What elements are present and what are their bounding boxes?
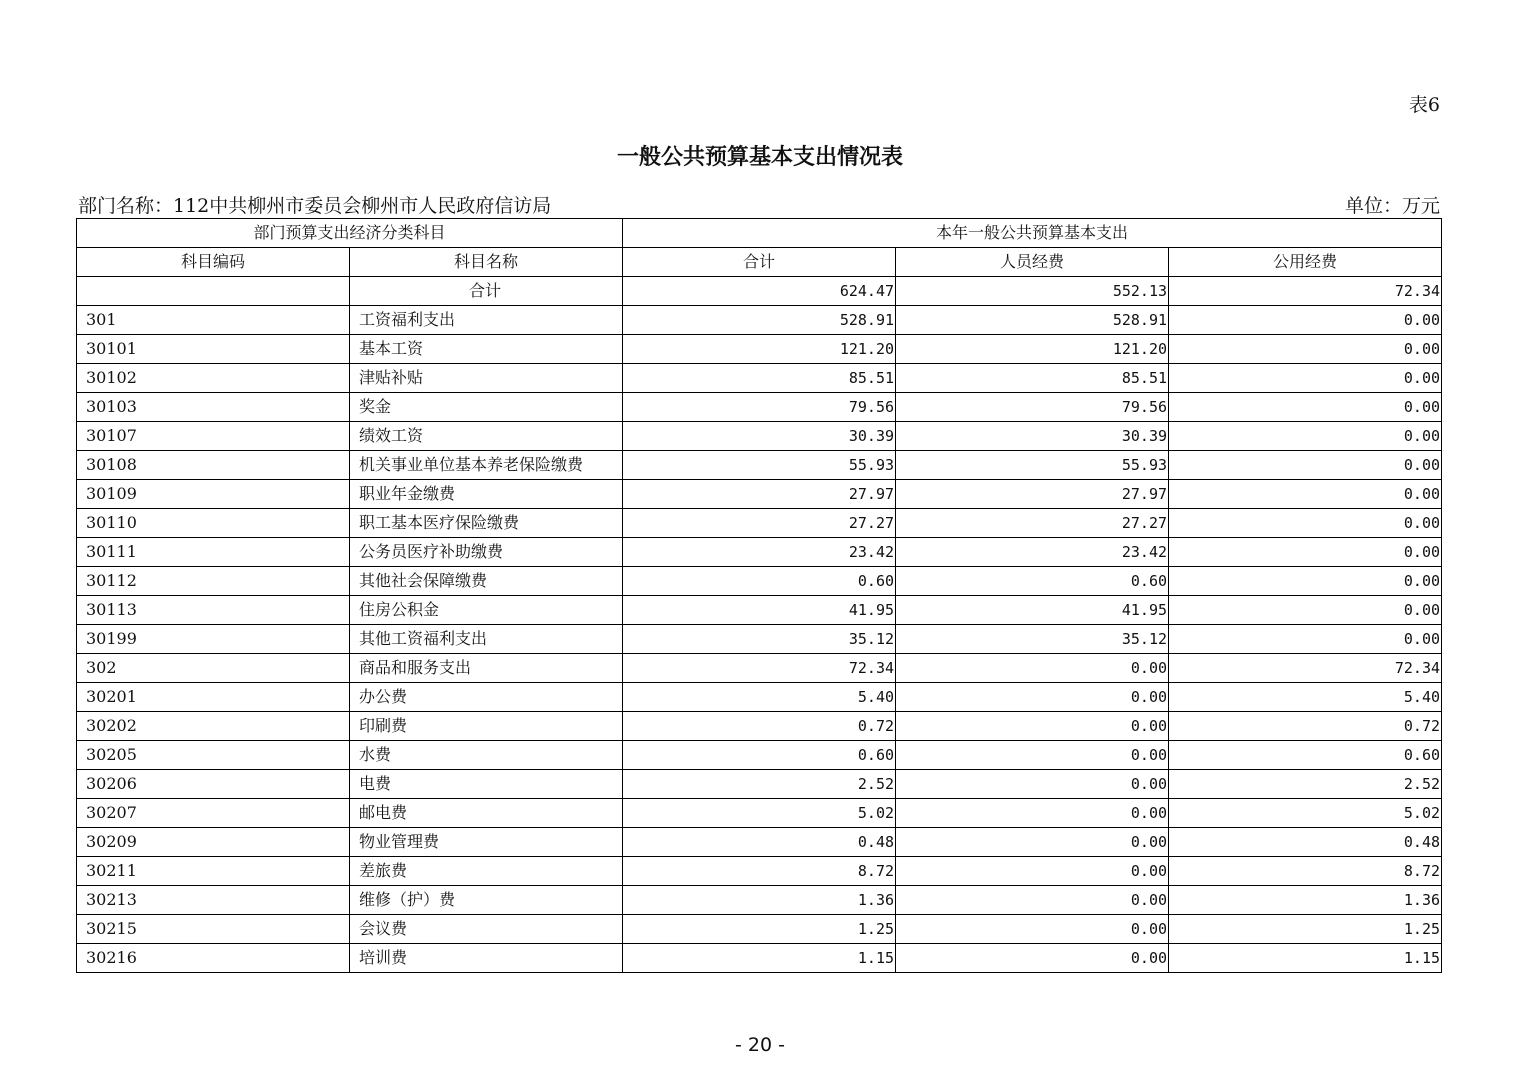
code-cell: 30215 <box>77 915 350 944</box>
total-cell: 41.95 <box>623 596 896 625</box>
personnel-cell: 0.00 <box>896 915 1169 944</box>
public-cell: 0.72 <box>1169 712 1442 741</box>
group-header-row <box>77 219 1442 248</box>
personnel-cell: 0.00 <box>896 741 1169 770</box>
code-cell: 30102 <box>77 364 350 393</box>
public-cell: 0.00 <box>1169 596 1442 625</box>
table-row <box>77 741 1442 770</box>
name-cell: 机关事业单位基本养老保险缴费 <box>350 451 623 480</box>
total-cell: 27.97 <box>623 480 896 509</box>
code-cell: 30101 <box>77 335 350 364</box>
public-cell: 1.36 <box>1169 886 1442 915</box>
public-cell: 0.00 <box>1169 451 1442 480</box>
name-cell: 会议费 <box>350 915 623 944</box>
total-cell: 0.48 <box>623 828 896 857</box>
public-cell: 0.00 <box>1169 364 1442 393</box>
personnel-cell: 79.56 <box>896 393 1169 422</box>
code-cell: 30213 <box>77 886 350 915</box>
expenditure-table <box>76 218 1442 973</box>
code-cell: 30209 <box>77 828 350 857</box>
total-name-cell: 合计 <box>350 277 623 306</box>
personnel-cell: 0.00 <box>896 654 1169 683</box>
total-cell: 528.91 <box>623 306 896 335</box>
name-cell: 维修（护）费 <box>350 886 623 915</box>
table-row <box>77 857 1442 886</box>
column-header-public: 公用经费 <box>1169 248 1442 277</box>
public-cell: 0.00 <box>1169 567 1442 596</box>
total-cell: 79.56 <box>623 393 896 422</box>
total-cell: 27.27 <box>623 509 896 538</box>
table-row <box>77 770 1442 799</box>
personnel-cell: 85.51 <box>896 364 1169 393</box>
name-cell: 住房公积金 <box>350 596 623 625</box>
public-cell: 0.00 <box>1169 393 1442 422</box>
code-cell: 30112 <box>77 567 350 596</box>
table-row <box>77 451 1442 480</box>
personnel-cell: 55.93 <box>896 451 1169 480</box>
name-cell: 工资福利支出 <box>350 306 623 335</box>
code-cell: 30206 <box>77 770 350 799</box>
personnel-cell: 0.60 <box>896 567 1169 596</box>
table-row <box>77 712 1442 741</box>
total-cell: 55.93 <box>623 451 896 480</box>
public-cell: 0.00 <box>1169 625 1442 654</box>
table-row <box>77 306 1442 335</box>
total-public-cell: 72.34 <box>1169 277 1442 306</box>
personnel-cell: 0.00 <box>896 886 1169 915</box>
table-row <box>77 335 1442 364</box>
public-cell: 1.25 <box>1169 915 1442 944</box>
column-header-code: 科目编码 <box>77 248 350 277</box>
table-row <box>77 480 1442 509</box>
column-header-total: 合计 <box>623 248 896 277</box>
name-cell: 邮电费 <box>350 799 623 828</box>
total-cell: 0.60 <box>623 741 896 770</box>
table-row <box>77 393 1442 422</box>
table-row <box>77 799 1442 828</box>
group-header-expenditure: 本年一般公共预算基本支出 <box>623 219 1442 248</box>
name-cell: 奖金 <box>350 393 623 422</box>
total-cell: 2.52 <box>623 770 896 799</box>
code-cell: 30211 <box>77 857 350 886</box>
table-row <box>77 683 1442 712</box>
total-total-cell: 624.47 <box>623 277 896 306</box>
code-cell: 30107 <box>77 422 350 451</box>
code-cell: 30201 <box>77 683 350 712</box>
name-cell: 其他社会保障缴费 <box>350 567 623 596</box>
name-cell: 水费 <box>350 741 623 770</box>
code-cell: 30109 <box>77 480 350 509</box>
personnel-cell: 41.95 <box>896 596 1169 625</box>
personnel-cell: 0.00 <box>896 799 1169 828</box>
table-row <box>77 915 1442 944</box>
total-cell: 30.39 <box>623 422 896 451</box>
public-cell: 0.00 <box>1169 509 1442 538</box>
name-cell: 津贴补贴 <box>350 364 623 393</box>
total-cell: 72.34 <box>623 654 896 683</box>
code-cell: 30199 <box>77 625 350 654</box>
personnel-cell: 23.42 <box>896 538 1169 567</box>
public-cell: 5.02 <box>1169 799 1442 828</box>
name-cell: 培训费 <box>350 944 623 973</box>
public-cell: 8.72 <box>1169 857 1442 886</box>
code-cell: 30103 <box>77 393 350 422</box>
column-header-name: 科目名称 <box>350 248 623 277</box>
total-cell: 5.40 <box>623 683 896 712</box>
code-cell: 30108 <box>77 451 350 480</box>
personnel-cell: 0.00 <box>896 944 1169 973</box>
name-cell: 职工基本医疗保险缴费 <box>350 509 623 538</box>
public-cell: 0.00 <box>1169 480 1442 509</box>
personnel-cell: 0.00 <box>896 857 1169 886</box>
total-row <box>77 277 1442 306</box>
code-cell: 301 <box>77 306 350 335</box>
code-cell: 30113 <box>77 596 350 625</box>
name-cell: 公务员医疗补助缴费 <box>350 538 623 567</box>
table-row <box>77 625 1442 654</box>
total-cell: 85.51 <box>623 364 896 393</box>
total-cell: 1.15 <box>623 944 896 973</box>
total-personnel-cell: 552.13 <box>896 277 1169 306</box>
personnel-cell: 27.27 <box>896 509 1169 538</box>
personnel-cell: 0.00 <box>896 683 1169 712</box>
personnel-cell: 528.91 <box>896 306 1169 335</box>
personnel-cell: 30.39 <box>896 422 1169 451</box>
public-cell: 72.34 <box>1169 654 1442 683</box>
table-row <box>77 567 1442 596</box>
code-cell: 30202 <box>77 712 350 741</box>
name-cell: 职业年金缴费 <box>350 480 623 509</box>
public-cell: 0.00 <box>1169 538 1442 567</box>
code-cell: 30111 <box>77 538 350 567</box>
code-cell: 302 <box>77 654 350 683</box>
page-number: - 20 - <box>735 1034 785 1056</box>
table-row <box>77 654 1442 683</box>
table-row <box>77 364 1442 393</box>
name-cell: 物业管理费 <box>350 828 623 857</box>
personnel-cell: 27.97 <box>896 480 1169 509</box>
column-header-personnel: 人员经费 <box>896 248 1169 277</box>
personnel-cell: 35.12 <box>896 625 1169 654</box>
name-cell: 其他工资福利支出 <box>350 625 623 654</box>
public-cell: 1.15 <box>1169 944 1442 973</box>
personnel-cell: 0.00 <box>896 712 1169 741</box>
public-cell: 5.40 <box>1169 683 1442 712</box>
code-cell: 30110 <box>77 509 350 538</box>
table-number: 表6 <box>1408 94 1440 116</box>
table-row <box>77 596 1442 625</box>
total-cell: 1.36 <box>623 886 896 915</box>
department-name: 部门名称：112中共柳州市委员会柳州市人民政府信访局 <box>78 195 552 217</box>
public-cell: 0.60 <box>1169 741 1442 770</box>
total-cell: 8.72 <box>623 857 896 886</box>
name-cell: 办公费 <box>350 683 623 712</box>
personnel-cell: 0.00 <box>896 770 1169 799</box>
code-cell: 30205 <box>77 741 350 770</box>
total-cell: 35.12 <box>623 625 896 654</box>
personnel-cell: 121.20 <box>896 335 1169 364</box>
total-cell: 0.72 <box>623 712 896 741</box>
name-cell: 绩效工资 <box>350 422 623 451</box>
total-cell: 23.42 <box>623 538 896 567</box>
public-cell: 2.52 <box>1169 770 1442 799</box>
code-cell: 30207 <box>77 799 350 828</box>
public-cell: 0.00 <box>1169 306 1442 335</box>
total-cell: 1.25 <box>623 915 896 944</box>
public-cell: 0.00 <box>1169 422 1442 451</box>
public-cell: 0.00 <box>1169 335 1442 364</box>
unit-label: 单位：万元 <box>1344 195 1440 217</box>
total-cell: 5.02 <box>623 799 896 828</box>
total-cell: 121.20 <box>623 335 896 364</box>
column-header-row <box>77 248 1442 277</box>
page-title: 一般公共预算基本支出情况表 <box>616 145 903 170</box>
table-row <box>77 886 1442 915</box>
name-cell: 商品和服务支出 <box>350 654 623 683</box>
table-row <box>77 538 1442 567</box>
total-code-cell <box>77 277 350 306</box>
code-cell: 30216 <box>77 944 350 973</box>
table-row <box>77 944 1442 973</box>
name-cell: 电费 <box>350 770 623 799</box>
name-cell: 印刷费 <box>350 712 623 741</box>
table-row <box>77 509 1442 538</box>
name-cell: 基本工资 <box>350 335 623 364</box>
name-cell: 差旅费 <box>350 857 623 886</box>
table-row <box>77 422 1442 451</box>
table-row <box>77 828 1442 857</box>
group-header-classification: 部门预算支出经济分类科目 <box>77 219 623 248</box>
public-cell: 0.48 <box>1169 828 1442 857</box>
total-cell: 0.60 <box>623 567 896 596</box>
personnel-cell: 0.00 <box>896 828 1169 857</box>
